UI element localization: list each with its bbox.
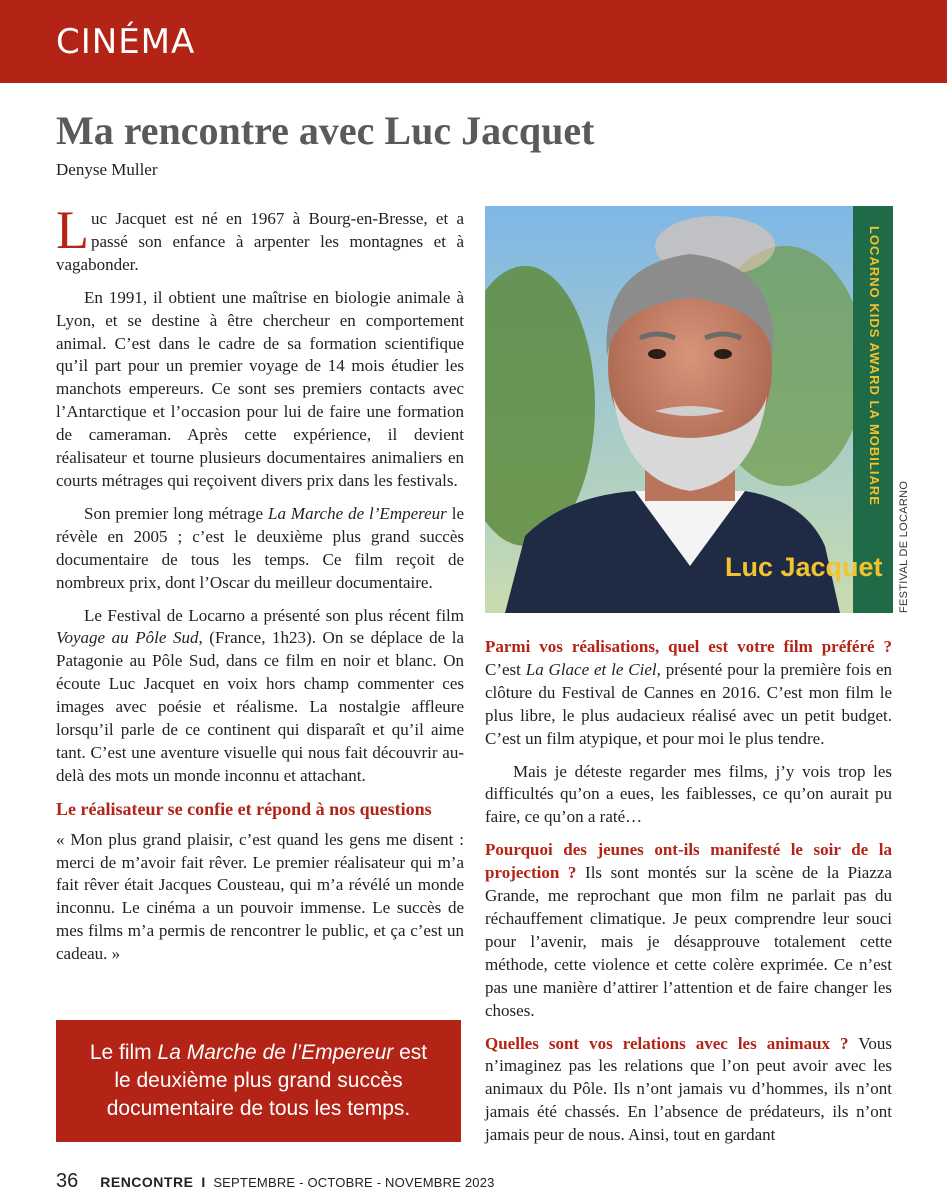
interview-question: Pourquoi des jeunes ont-ils manifesté le soir de la projection ? bbox=[485, 840, 892, 883]
interview-answer-2: Pourquoi des jeunes ont-ils manifesté le soir de la projection ? Ils sont montés sur la scène de la Piazza Grande, me reprochant que mon film ne parlait pas du réchauffement climatique. Je peux comprendre leur souci pour l’avenir, mais je désapprouve totalement cette méthode, cette violence et cette colère exprimée. Ce n’est pas une manière d’attirer l’attention et de faire changer les choses. bbox=[485, 840, 892, 1020]
section-label: CINÉMA bbox=[56, 22, 196, 62]
right-column bbox=[485, 636, 892, 1157]
pull-quote-box bbox=[56, 1020, 461, 1142]
film-title: La Marche de l’Empereur bbox=[268, 503, 447, 523]
portrait-photo bbox=[485, 206, 893, 613]
author-byline: Denyse Muller bbox=[56, 160, 158, 179]
magazine-name: RENCONTRE bbox=[100, 1174, 194, 1190]
film-title: Voyage au Pôle Sud bbox=[56, 628, 199, 648]
paragraph-dislike: Mais je déteste regarder mes films, j’y vois trop les difficultés qu’on a eues, les faiblesses, ce qu’on aurait pu faire, ce qu’on a raté… bbox=[485, 761, 892, 827]
interview-answer-1: Parmi vos réalisations, quel est votre film préféré ? C’est La Glace et le Ciel, présenté pour la première fois en clôture du Festival de Cannes en 2016. C’est mon film le plus libre, le plus audacieux réalisé avec un petit budget. C’est un film atypique, et pour moi le plus tendre. bbox=[485, 637, 892, 748]
paragraph-feature-film: Son premier long métrage La Marche de l’Empereur le révèle en 2005 ; c’est le deuxième plus grand succès documentaire de tous les temps. Ce film reçoit de nombreux prix, dont l’Oscar du meilleur documentaire. bbox=[56, 503, 464, 592]
article-title: Ma rencontre avec Luc Jacquet bbox=[56, 108, 595, 153]
photo-credit: FESTIVAL DE LOCARNO bbox=[898, 480, 910, 613]
issue-date: SEPTEMBRE - OCTOBRE - NOVEMBRE 2023 bbox=[213, 1175, 495, 1190]
award-banner-text: LOCARNO KIDS AWARD LA MOBILIARE bbox=[867, 226, 882, 506]
paragraph-biology: En 1991, il obtient une maîtrise en biologie animale à Lyon, et se destine à être chercheur en comportement animal. C’est dans le cadre de sa formation scientifique qu’il part pour un premier voyage de 14 mois étudier les manchots empereurs. Ce sont ses premiers contacts avec l’Antarctique et l’occasion pour lui de faire une formation de cameraman. Après cette expérience, il devient réalisateur et tourne plusieurs documentaires animaliers en courts métrages qui reçoivent divers prix dans les festivals. bbox=[56, 287, 464, 490]
paragraph-intro: Luc Jacquet est né en 1967 à Bourg-en-Bresse, et a passé son enfance à arpenter les montagnes et à vagabonder. bbox=[56, 200, 464, 274]
left-column bbox=[56, 200, 465, 976]
drop-cap: L bbox=[56, 200, 89, 260]
paragraph-locarno: Le Festival de Locarno a présenté son plus récent film Voyage au Pôle Sud, (France, 1h23). On se déplace de la Patagonie au Pôle Sud, dans ce film en noir et blanc. On écoute Luc Jacquet en voix hors champ commenter ces images avec poésie et réalisme. La nostalgie affleure lorsqu’il parle de ce continent qui disparaît et qu’il aime tant. C’est une aventure visuelle qui nous fait découvrir au-delà des mots un monde inconnu et attachant. bbox=[56, 605, 465, 785]
page-number: 36 bbox=[56, 1170, 79, 1192]
interview-question: Parmi vos réalisations, quel est votre film préféré ? bbox=[485, 637, 892, 656]
footer-separator: I bbox=[201, 1174, 206, 1190]
interview-answer-3: Quelles sont vos relations avec les animaux ? Vous n’imaginez pas les relations que l’on peut avoir avec les animaux du Pôle. Ils n’ont jamais vu d’hommes, ils n’ont jamais été chassés. En l’absence de prédateurs, ils n’ont jamais peur de nous. Ainsi, tout en gardant bbox=[485, 1033, 892, 1145]
interview-question: Quelles sont vos relations avec les animaux ? bbox=[485, 1033, 849, 1053]
paragraph-quote: « Mon plus grand plaisir, c’est quand les gens me disent : merci de m’avoir fait rêver. Le premier réalisateur qui m’a fait rêver était Jacques Cousteau, qui m’a révélé un monde inconnu. Le cinéma a un pouvoir immense. Le succès de mes films m’a permis de rencontrer le public, et ça c’est un cadeau. » bbox=[56, 829, 464, 964]
page-footer bbox=[56, 1170, 495, 1193]
photo-name-caption: Luc Jacquet bbox=[725, 552, 883, 582]
pull-quote-text: Le film La Marche de l’Empereur est le deuxième plus grand succès documentaire de tous les temps. bbox=[89, 1041, 428, 1120]
subheading: Le réalisateur se confie et répond à nos questions bbox=[56, 798, 432, 819]
film-title: La Glace et le Ciel bbox=[525, 659, 657, 679]
